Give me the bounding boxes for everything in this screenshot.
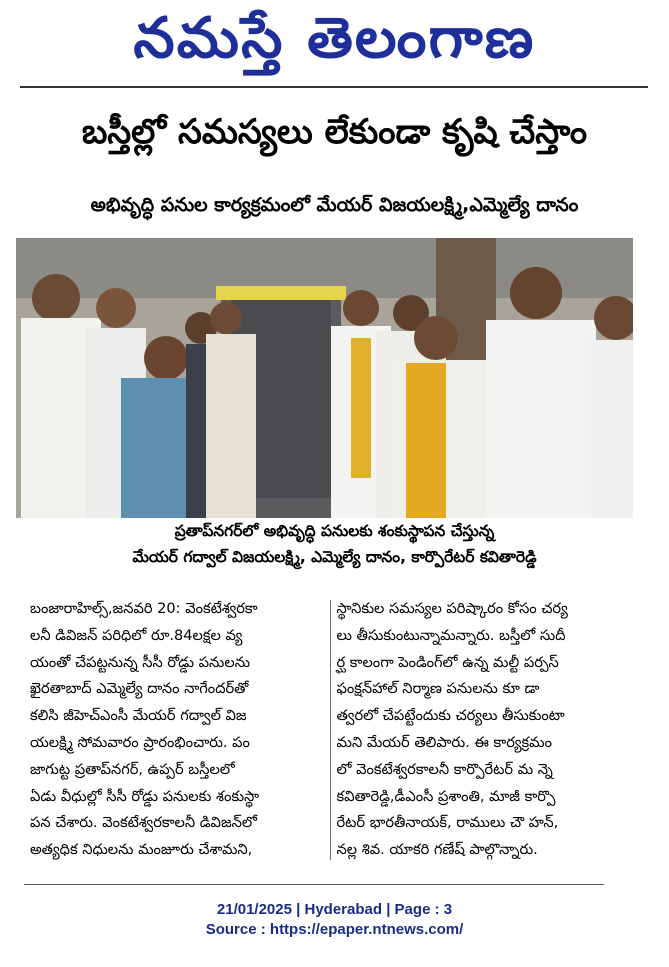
caption-line: ప్రతాప్‌నగర్‌లో అభివృద్ధి పనులకు శంకుస్థాపన చేస్తున్న (174, 522, 495, 540)
body-line: ర్ఘ కాలంగా పెండింగ్‌లో ఉన్న మల్టీ పర్పస్ (336, 653, 559, 671)
article-column-right (331, 596, 637, 864)
masthead-divider (20, 86, 648, 88)
body-line: యలక్ష్మి సోమవారం ప్రారంభించారు. పం (30, 733, 250, 751)
photo-caption (0, 518, 669, 570)
body-line: నల్ల శివ. యాకరి గణేష్ పాల్గొన్నారు. (336, 841, 538, 859)
body-line: ఖైరతాబాద్ ఎమ్మెల్యే దానం నాగేందర్‌తో (30, 680, 249, 698)
body-line: త్వరలో చేపట్టేందుకు చర్యలు తీసుకుంటా (336, 707, 565, 725)
article-subheadline: అభివృద్ధి పనుల కార్యక్రమంలో మేయర్ విజయలక్ష్మి,ఎమ్మెల్యే దానం (90, 194, 579, 216)
body-line: లనీ డివిజన్ పరిధిలో రూ.84లక్షల వ్య (30, 626, 243, 644)
footer-date-line: 21/01/2025 | Hyderabad | Page : 3 (216, 901, 453, 918)
body-line: రేటర్ భారతీనాయక్, రాములు చౌ హన్, (336, 814, 559, 832)
footer-divider (24, 884, 604, 885)
masthead-title: నమస్తే తెలంగాణ (133, 6, 536, 71)
article-photo (16, 238, 633, 518)
body-line: కవితారెడ్డి,డీఎంసీ ప్రశాంతి, మాజీ కార్పొ (336, 787, 556, 805)
newspaper-masthead (0, 4, 669, 74)
article-body (24, 596, 636, 864)
body-line: స్థానికుల సమస్యల పరిష్కారం కోసం చర్య (336, 600, 568, 617)
body-line: కలిసి జీహెచ్ఎంసీ మేయర్ గద్వాల్ విజ (30, 707, 247, 725)
caption-line: మేయర్ గద్వాల్ విజయలక్ష్మి, ఎమ్మెల్యే దానం, కార్పొరేటర్ కవితారెడ్డి (132, 548, 537, 566)
body-line: లు తీసుకుంటున్నామన్నారు. బస్తీలో సుదీ (336, 626, 566, 644)
body-line: లో వెంకటేశ్వరకాలనీ కార్పొరేటర్ మ న్నె (336, 760, 553, 778)
body-line: ఏడు వీధుల్లో సీసీ రోడ్డు పనులకు శంకుస్థా (30, 787, 260, 805)
body-line: బంజారాహిల్స్,జనవరి 20: వెంకటేశ్వరకా (30, 600, 258, 617)
body-line: మని మేయర్ తెలిపారు. ఈ కార్యక్రమం (336, 733, 552, 751)
page-footer (0, 900, 669, 940)
article-column-left (24, 596, 330, 864)
body-line: ఫంక్షన్‌హాల్ నిర్మాణ పనులను కూ డా (336, 680, 540, 698)
body-line: పన చేశారు. వెంకటేశ్వరకాలనీ డివిజన్‌లో (30, 814, 257, 832)
body-line: యంతో చేపట్టనున్న సీసీ రోడ్డు పనులను (30, 653, 250, 671)
body-line: అత్యధిక నిధులను మంజూరు చేశామని, (30, 841, 253, 859)
footer-source-link[interactable]: Source : https://epaper.ntnews.com/ (205, 921, 464, 938)
body-line: జాగుట్ట ప్రతాప్‌నగర్, ఉప్పర్ బస్తీలలో (30, 760, 235, 778)
article-headline: బస్తీల్లో సమస్యలు లేకుండా కృషి చేస్తాం (81, 112, 588, 152)
